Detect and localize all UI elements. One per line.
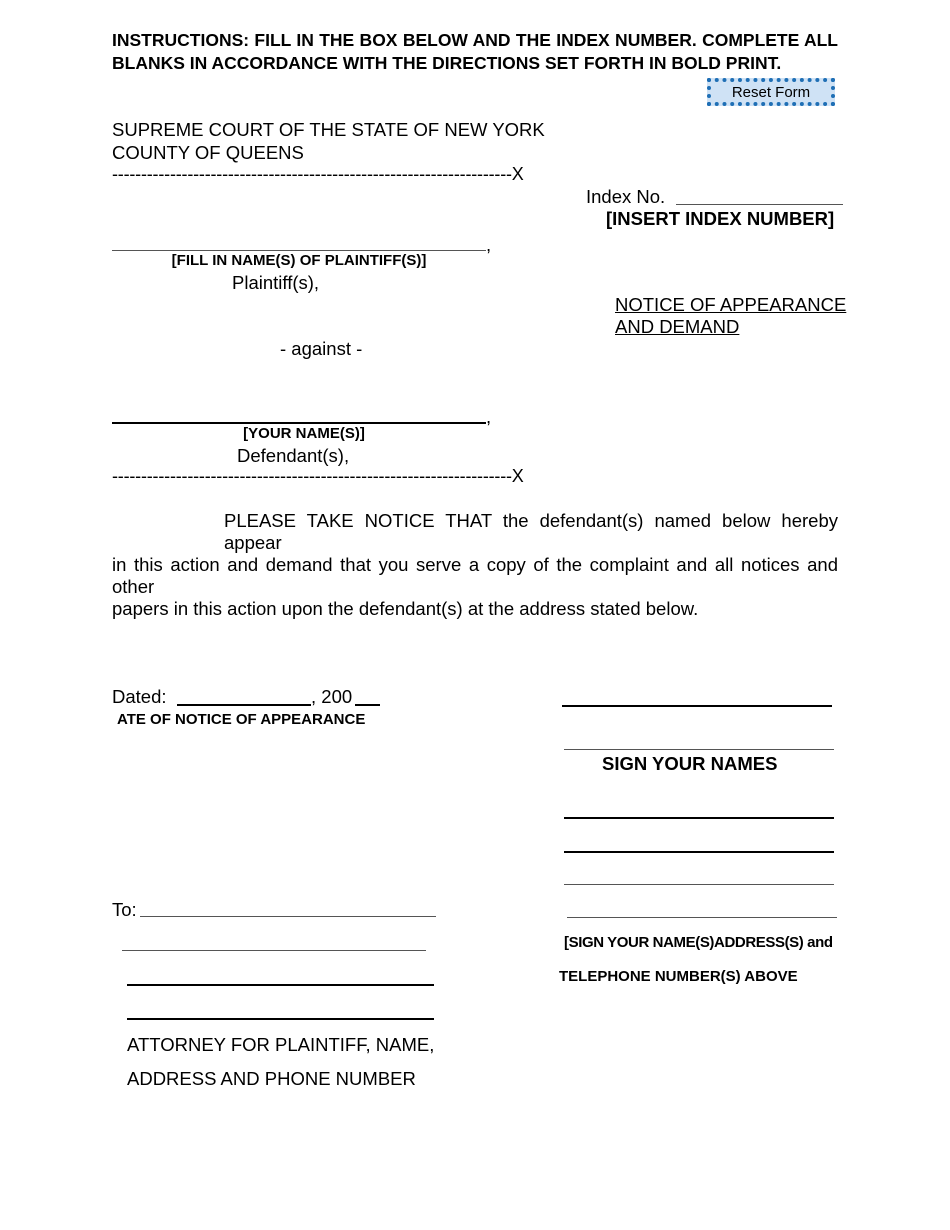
to-label: To: (112, 899, 137, 920)
index-number-label: Index No. (586, 186, 666, 207)
index-number-hint: [INSERT INDEX NUMBER] (606, 208, 835, 229)
address-line-2[interactable] (564, 851, 834, 853)
caption-separator-bottom: ---------------------------------------------------------------------X (112, 466, 524, 486)
sign-hint-line1: [SIGN YOUR NAME(S)ADDRESS(S) and (564, 934, 833, 951)
to-line-3[interactable] (127, 984, 434, 986)
dated-label: Dated: (112, 686, 167, 707)
notice-text-line2: in this action and demand that you serve a copy of the complaint and all notices and other (112, 554, 838, 597)
dated-year-prefix: , 200 (311, 686, 353, 707)
notice-text-line1: PLEASE TAKE NOTICE THAT the defendant(s) named below hereby appear (224, 510, 838, 553)
attorney-hint-line2: ADDRESS AND PHONE NUMBER (127, 1068, 416, 1089)
plaintiff-comma: , (486, 234, 492, 255)
date-year-field[interactable] (355, 704, 380, 706)
to-line-4[interactable] (127, 1018, 434, 1020)
sign-hint-line2: TELEPHONE NUMBER(S) ABOVE (559, 968, 798, 985)
document-title-line1: NOTICE OF APPEARANCE (615, 294, 847, 315)
document-title-line2: AND DEMAND (615, 316, 740, 337)
attorney-hint-line1: ATTORNEY FOR PLAINTIFF, NAME, (127, 1034, 435, 1055)
plaintiff-hint: [FILL IN NAME(S) OF PLAINTIFF(S)] (171, 252, 427, 269)
date-field[interactable] (177, 704, 311, 706)
dated-hint: ATE OF NOTICE OF APPEARANCE (117, 711, 366, 728)
sign-names-label: SIGN YOUR NAMES (602, 753, 778, 774)
instructions: INSTRUCTIONS: FILL IN THE BOX BELOW AND THE INDEX NUMBER. COMPLETE ALL BLANKS IN ACCORDANCE WITH THE DIRECTIONS SET FORTH IN BOLD PRINT. (112, 30, 838, 73)
caption-separator-top: ---------------------------------------------------------------------X (112, 164, 524, 184)
to-line-2[interactable] (122, 950, 426, 951)
court-county: COUNTY OF QUEENS (112, 142, 304, 163)
court-name: SUPREME COURT OF THE STATE OF NEW YORK (112, 119, 545, 140)
defendant-comma: , (486, 406, 492, 427)
telephone-line[interactable] (567, 917, 837, 918)
against-text: - against - (280, 338, 363, 359)
defendant-name-field[interactable] (112, 422, 486, 424)
defendant-label: Defendant(s), (237, 445, 350, 466)
to-line-1[interactable] (140, 916, 436, 917)
plaintiff-label: Plaintiff(s), (232, 272, 320, 293)
signature-line-1[interactable] (562, 705, 832, 707)
address-line-1[interactable] (564, 817, 834, 819)
notice-text-line3: papers in this action upon the defendant(s) at the address stated below. (112, 598, 699, 619)
defendant-hint: [YOUR NAME(S)] (243, 425, 365, 442)
address-line-3[interactable] (564, 884, 834, 885)
signature-line-2[interactable] (564, 749, 834, 750)
reset-form-button[interactable]: Reset Form (707, 78, 835, 106)
index-number-field[interactable] (676, 204, 843, 205)
plaintiff-name-field[interactable] (112, 250, 486, 251)
